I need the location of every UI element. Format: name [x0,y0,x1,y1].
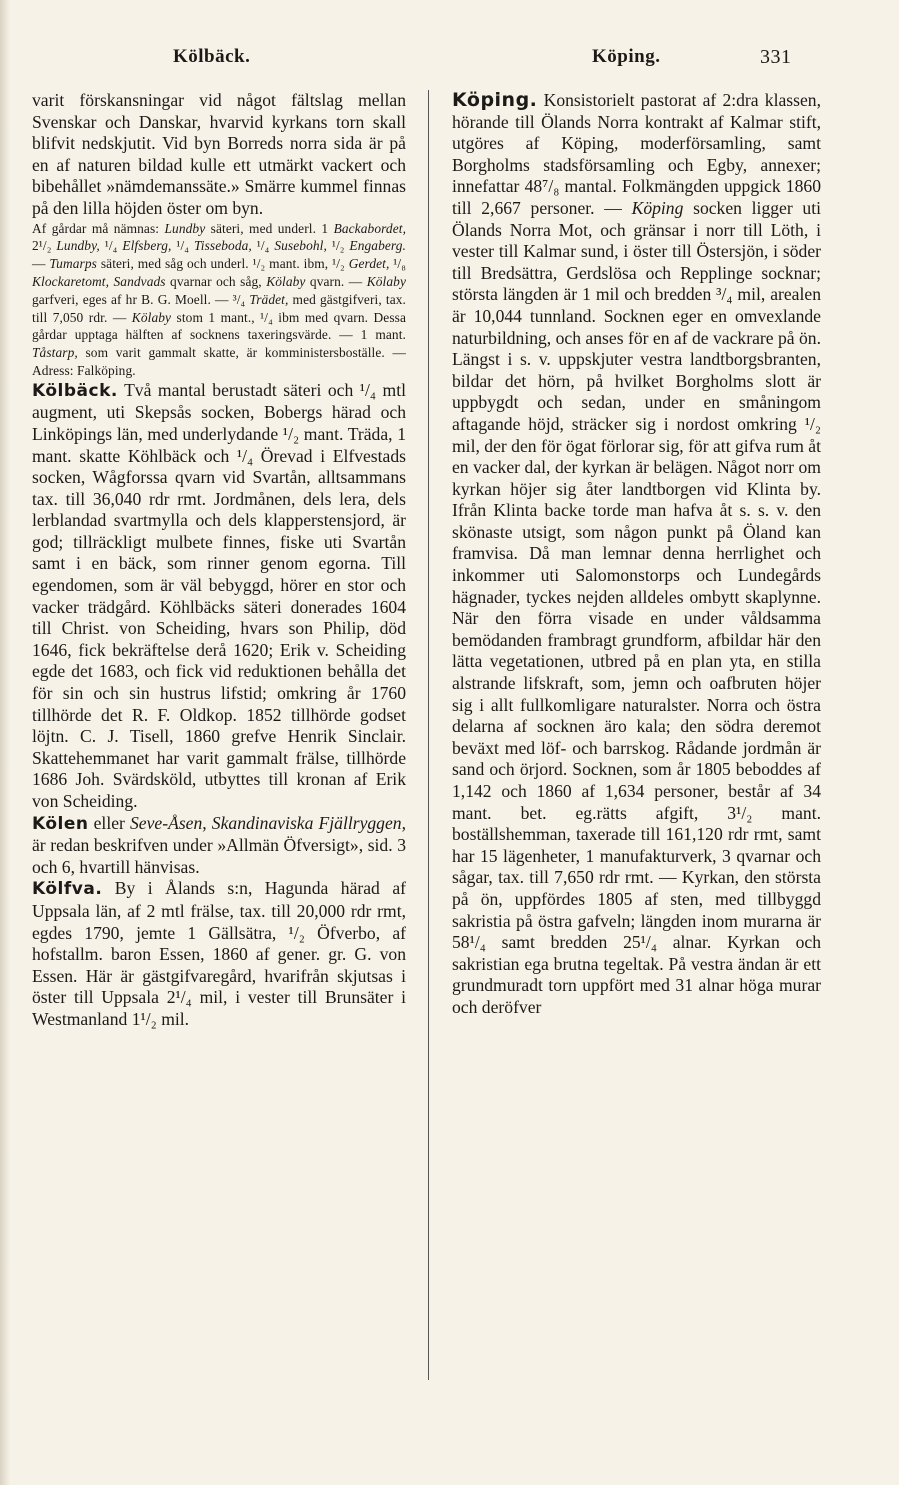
paragraph: varit förskansningar vid något fältslag mellan Svenskar och Danskar, hvarvid kyrkans torn skall blifvit nedskjutit. Vid byn Borreds norra sida är på en af naturen bildad kulle ett utmärkt vackert och bibehållet »nämdemanssäte.» Smärre kummel finnas på den lilla höjden öster om byn. [32,90,406,218]
left-column [32,90,406,1031]
entry-kolback: Kölbäck. Två mantal berustadt säteri och ¹/₄ mtl augment, uti Skepsås socken, Bobergs härad och Linköpings län, med underlydande ¹/₂ mant. Träda, 1 mant. skatte Köhlbäck och ¹/₄ Örevad i Elfvestads socken, Wågforssa qvarn vid Svartån, alltsammans tax. till 36,040 rdr rmt. Jordmånen, dels lera, dels lerblandad svartmylla och dels klapperstensjord, är god; tillräckligt mulbete finnes, fiske uti Svartån samt i en bäck, som rinner genom egorna. Till egendomen, som är väl bebyggd, hörer en stor och vacker trädgård. Köhlbäcks säteri donerades 1604 till Christ. von Scheiding, hvars son Philip, död 1646, fick bekräftelse derå 1620; Erik v. Scheiding egde det 1683, och fick vid reduktionen behålla det för sin och sin hustrus lifstid; omkring år 1760 tillhörde det R. F. Oldkop. 1852 tillhörde godset löjtn. C. J. Tisell, 1860 grefve Henrik Sinclair. Skattehemmanet har varit gammalt frälse, tillhörde 1686 Joh. Svärdsköld, utbyttes till kronan af Erik von Scheiding. [32,379,406,812]
running-head-center: Köping. [592,46,661,67]
entry-kolen: Kölen eller Seve-Åsen, Skandinaviska Fjällryggen, är redan beskrifven under »Allmän Öfversigt», sid. 3 och 6, hvartill hänvisas. [32,812,406,877]
page-number: 331 [760,46,792,68]
column-divider [428,90,429,1380]
page-edge-shadow [0,0,10,1485]
estates-paragraph: Af gårdar må nämnas: Lundby säteri, med underl. 1 Backabordet, 2¹/₂ Lundby, ¹/₄ Elfsberg, ¹/₄ Tisseboda, ¹/₄ Suseboh​l, ¹/₂ Engaberg. — Tumarps säteri, med såg och underl. ¹/₂ mant. ibm, ¹/₂ Gerdet, ¹/₈ Klockaretomt, Sandvads qvarnar och såg, Kölaby qvarn. — Kölaby garfveri, eges af hr B. G. Moell. — ³/₄ Trädet, med gästgifveri, tax. till 7,050 rdr. — Kölaby stom 1 mant., ¹/₄ ibm med qvarn. Dessa gårdar upptaga hälften af socknens taxeringsvärde. — 1 mant. Tåstarp, som varit gammalt skatte, är komministersboställe. — Adress: Falköping. [32,220,407,378]
running-head-left: Kölbäck. [173,46,251,67]
entry-headword: Kölfva. [32,879,103,900]
right-column [452,90,821,1019]
entry-headword: Kölbäck. [32,380,118,401]
entry-headword: Köping. [452,89,538,111]
entry-koping: Köping. Konsistorielt pastorat af 2:dra klassen, hörande till Ölands Norra kontrakt af Kalmar stift, utgöres af Köping, moderförsamling, samt Borgholms stadsförsamling och Egby, annexer; innefattar 48⁷/₈ mantal. Folkmängden uppgick 1860 till 2,667 personer. — Köping socken ligger uti Ölands Norra Mot, och gränsar i norr till Löth, i vester till Kalmar sund, i öster till Östersjön, i söder till Bredsättra, Gerdslösa och Repplinge socknar; största längden är 1 mil och bredden ³/₄ mil, arealen är 10,044 tunnland. Socknen eger en omvexlande naturbildning, och anses för en af de vackrare på ön. Längst i s. v. uppskjuter vestra landtborgsbranten, bildar det hörn, på hvilket Borgholms slott är uppbygdt och sedan, under en småningom aftagande höjd, sträcker sig i nordost omkring ¹/₂ mil, der den för ögat förlorar sig, för att gifva rum åt en vacker dal, der kyrkan är belägen. Något norr om kyrkan höjer sig åter landtborgen vid Klinta by. Ifrån Klinta backe torde man hafva åt s. s. v. den skönaste utsigt, som någon punkt på Öland kan framvisa. Då man lemnar denna herrlighet och inkommer uti Salomonstorps och Lundegårds hägnader, tyckes nejden alldeles ombytt skaplynne. När den förra visade en under våldsamma bemödanden frambragt grundform, afbildar här den lätta vegetationen, utbred på en plan yta, en stilla alstrande lifskraft, som, jemn och oafbruten höjer sig i allt fullkomligare naturalster. Norra och östra delarna af socknen äro kala; den södra deremot beväxt med löf- och barrskog. Rådande jordmån är sand och örjord. Socknen, som år 1805 beboddes af 1,142 och 1860 af 1,634 personer, består af 34 mant. bet. eg.rätts afgift, 3¹/₂ mant. boställshemman, taxerade till 161,120 rdr rmt, samt har 15 lägenheter, 1 manufakturverk, 3 qvarnar och sågar, tax. till 7,650 rdr rmt. — Kyrkan, den största på ön, uppfördes 1805 af sten, med tillbyggd sakristia på östra gafveln; längden inom murarna är 58¹/₄ samt bredden 25¹/₄ alnar. Kyrkan och sakristian ega brutna tegeltak. På vestra ändan är ett grundmuradt torn uppfört med 31 alnar höga murar och deröfver [452,89,821,1017]
entry-kolfva: Kölfva. By i Ålands s:n, Hagunda härad af Uppsala län, af 2 mtl frälse, tax. till 20,000 rdr rmt, egdes 1790, jemte 1 Gällsätra, ¹/₂ Öfverbo, af hofstallm. baron Essen, 1860 af gener. gr. G. von Essen. Här är gästgifvaregård, hvarifrån skjutsas i öster till Uppsala 2¹/₄ mil, i vester till Brunsäter i Westmanland 1¹/₂ mil. [32,878,406,1029]
entry-headword: Kölen [32,813,89,834]
